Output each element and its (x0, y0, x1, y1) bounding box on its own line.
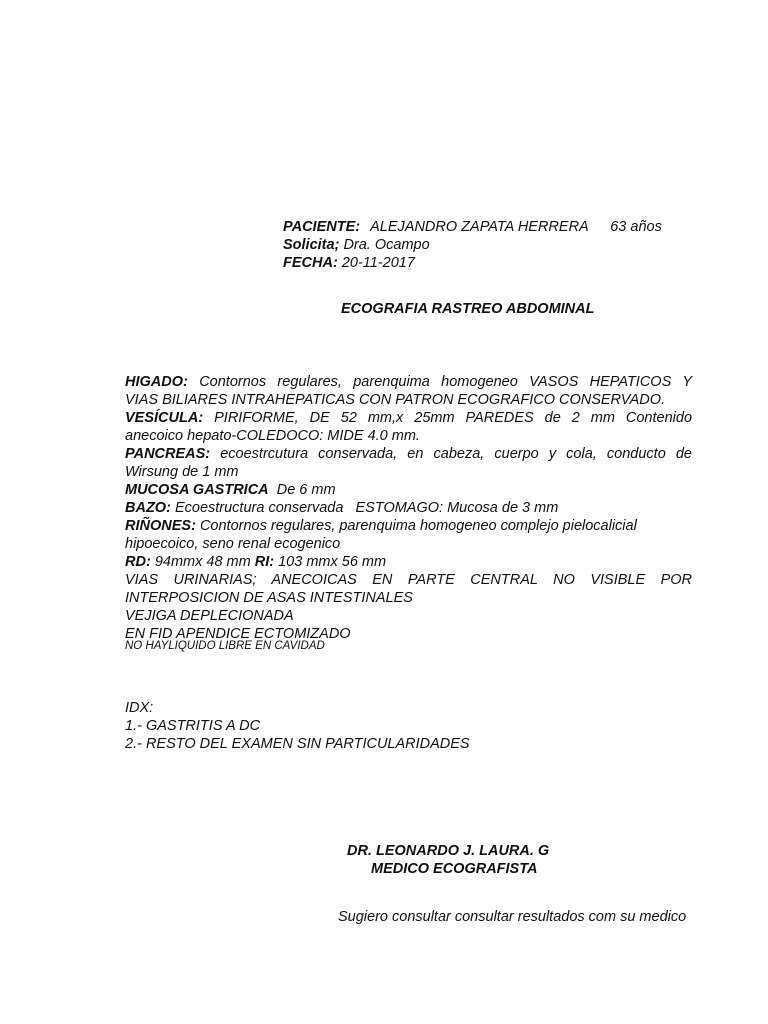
liver-row-2: VIAS BILIARES INTRAHEPATICAS CON PATRON ECOGRAFICO CONSERVADO. (125, 392, 666, 408)
kidney-measures-row (125, 553, 692, 571)
rd-label: RD: (125, 554, 151, 570)
pancreas-text-1: ecoestrcutura conservada, en cabeza, cuerpo y cola, conducto de (220, 446, 692, 462)
diagnosis-item-2: 2.- RESTO DEL EXAMEN SIN PARTICULARIDADES (125, 736, 470, 752)
urinary-row-2: INTERPOSICION DE ASAS INTESTINALES (125, 590, 413, 606)
rd-value: 94mmx 48 mm (154, 554, 251, 570)
requested-line (283, 236, 430, 254)
gallbladder-row-1 (125, 409, 692, 427)
date-label: FECHA: (283, 255, 338, 271)
liver-text-1: Contornos regulares, parenquima homogeneo VASOS HEPATICOS Y (199, 374, 692, 390)
pancreas-row-2: Wirsung de 1 mm (125, 464, 239, 480)
spleen-row (125, 499, 692, 517)
liver-label: HIGADO: (125, 374, 188, 390)
requested-by: Dra. Ocampo (343, 237, 430, 253)
date-value: 20-11-2017 (341, 255, 415, 271)
doctor-role: MEDICO ECOGRAFISTA (371, 861, 538, 877)
pancreas-label: PANCREAS: (125, 446, 211, 462)
gastric-label: MUCOSA GASTRICA (125, 482, 269, 498)
patient-age: 63 años (610, 219, 662, 235)
appendix-row: EN FID APENDICE ECTOMIZADO (125, 626, 351, 642)
pancreas-row-1 (125, 445, 692, 463)
diagnosis-label: IDX: (125, 700, 154, 716)
kidneys-label: RIÑONES: (125, 518, 196, 534)
report-title: ECOGRAFIA RASTREO ABDOMINAL (341, 301, 595, 317)
bladder-row: VEJIGA DEPLECIONADA (125, 608, 294, 624)
diagnosis-item-1: 1.- GASTRITIS A DC (125, 718, 261, 734)
kidneys-text-1: Contornos regulares, parenquima homogeneo complejo pielocalicial (199, 518, 637, 534)
gastric-value: De 6 mm (276, 482, 336, 498)
gallbladder-row-2: anecoico hepato-COLEDOCO: MIDE 4.0 mm. (125, 428, 420, 444)
doctor-name: DR. LEONARDO J. LAURA. G (347, 843, 550, 859)
kidneys-row-2: hipoecoico, seno renal ecogenico (125, 536, 341, 552)
spleen-label: BAZO: (125, 500, 171, 516)
urinary-row-1: VIAS URINARIAS; ANECOICAS EN PARTE CENTRAL NO VISIBLE POR (125, 572, 692, 588)
ri-value: 103 mmx 56 mm (278, 554, 387, 570)
footer-note: Sugiero consultar consultar resultados com su medico (338, 909, 687, 925)
date-line (283, 254, 415, 272)
patient-name: ALEJANDRO ZAPATA HERRERA (370, 219, 589, 235)
stomach-value: ESTOMAGO: Mucosa de 3 mm (355, 500, 559, 516)
findings-block (125, 373, 692, 643)
kidneys-row-1 (125, 517, 692, 535)
gallbladder-label: VESÍCULA: (125, 410, 204, 426)
patient-label: PACIENTE: (283, 219, 361, 235)
gallbladder-text-1: PIRIFORME, DE 52 mm,x 25mm PAREDES de 2 mm Contenido (214, 410, 693, 426)
free-fluid-note: NO HAYLIQUIDO LIBRE EN CAVIDAD (125, 640, 325, 652)
spleen-value: Ecoestructura conservada (174, 500, 344, 516)
gastric-row (125, 481, 692, 499)
liver-row-1 (125, 373, 692, 391)
requested-label: Solicita; (283, 237, 340, 253)
ri-label: RI: (254, 554, 275, 570)
patient-line (283, 218, 662, 236)
